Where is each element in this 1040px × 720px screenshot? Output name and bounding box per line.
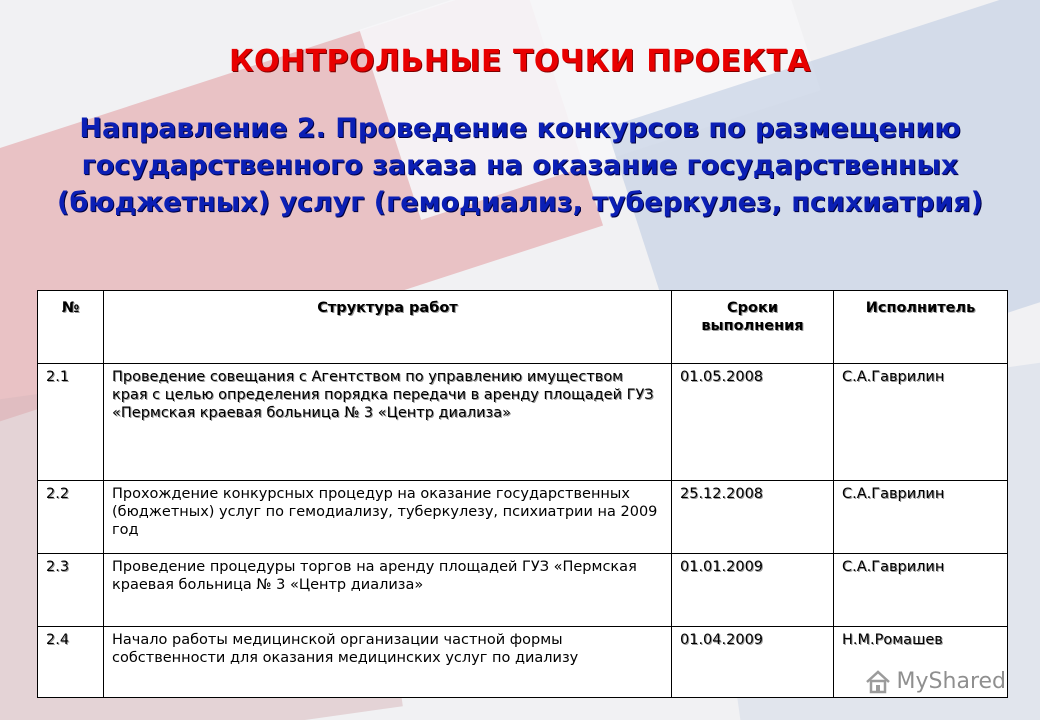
row-date: 01.01.2009 <box>672 554 834 627</box>
row-number: 2.2 <box>38 481 104 554</box>
table-row <box>38 554 1008 627</box>
row-number: 2.1 <box>38 364 104 481</box>
row-number: 2.3 <box>38 554 104 627</box>
row-executor: С.А.Гаврилин <box>834 481 1008 554</box>
slide-title: КОНТРОЛЬНЫЕ ТОЧКИ ПРОЕКТА <box>228 44 812 79</box>
site-watermark <box>865 669 1006 694</box>
table-row <box>38 364 1008 481</box>
house-icon <box>865 670 891 694</box>
row-number: 2.4 <box>38 627 104 698</box>
row-work: Начало работы медицинской организации частной формы собственности для оказания медицинских услуг по диализу <box>104 627 672 698</box>
table-row <box>38 481 1008 554</box>
row-work: Прохождение конкурсных процедур на оказание государственных (бюджетных) услуг по гемодиализу, туберкулезу, психиатрии на 2009 год <box>104 481 672 554</box>
row-executor: С.А.Гаврилин <box>834 554 1008 627</box>
row-date: 01.04.2009 <box>672 627 834 698</box>
row-date: 01.05.2008 <box>672 364 834 481</box>
row-executor: С.А.Гаврилин <box>834 364 1008 481</box>
row-work: Проведение совещания с Агентством по управлению имуществом края с целью определения порядка передачи в аренду площадей ГУЗ «Пермская краевая больница № 3 «Центр диализа» <box>104 364 672 481</box>
watermark-text: MyShared <box>896 669 1006 694</box>
header-executor: Исполнитель <box>834 291 1008 364</box>
header-works: Структура работ <box>104 291 672 364</box>
row-executor: Н.М.Ромашев <box>834 627 1008 698</box>
row-work: Проведение процедуры торгов на аренду площадей ГУЗ «Пермская краевая больница № 3 «Центр диализа» <box>104 554 672 627</box>
header-num: № <box>38 291 104 364</box>
slide-subtitle: Направление 2. Проведение конкурсов по размещению государственного заказа на оказание государственных (бюджетных) услуг (гемодиализ, туберкулез, психиатрия) <box>57 113 983 218</box>
row-date: 25.12.2008 <box>672 481 834 554</box>
table-header-row <box>38 291 1008 364</box>
header-deadline: Сроки выполнения <box>672 291 834 364</box>
milestones-table <box>37 290 1008 698</box>
table-row <box>38 627 1008 698</box>
